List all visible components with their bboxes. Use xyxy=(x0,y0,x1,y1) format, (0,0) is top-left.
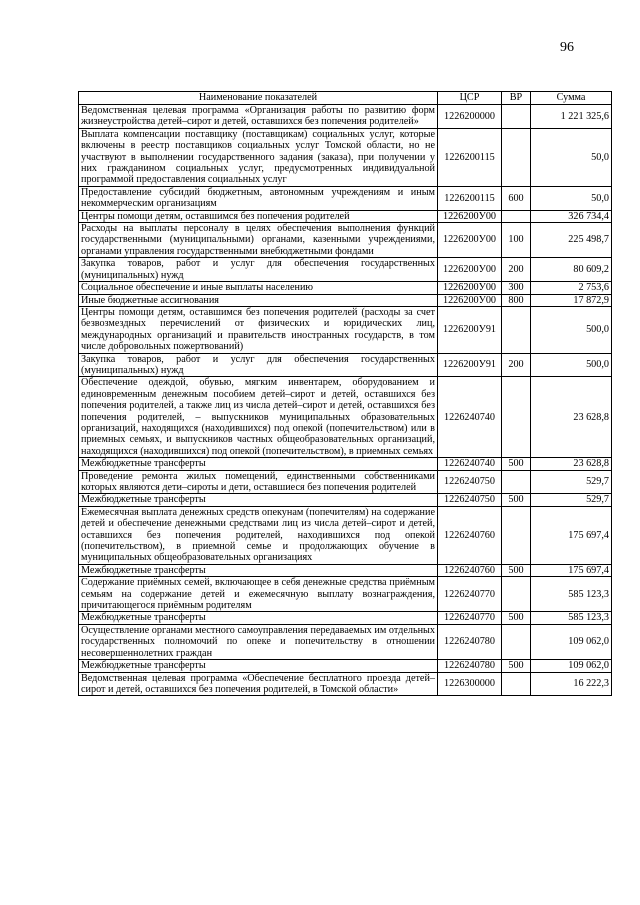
table-header-row xyxy=(79,92,612,105)
cell-name: Центры помощи детям, оставшимся без попечения родителей (расходы за счет безвозмездных перечислений от физических и юридических лиц, международных организаций и правительств иностранных государств, в том числе добровольных пожертвований) xyxy=(79,306,438,353)
cell-sum: 50,0 xyxy=(531,186,612,210)
cell-csr: 1226240770 xyxy=(438,612,502,624)
cell-csr: 1226200У00 xyxy=(438,294,502,306)
table-row xyxy=(79,186,612,210)
table-row xyxy=(79,223,612,258)
cell-name: Ведомственная целевая программа «Организация работы по развитию форм жизнеустройства детей–сирот и детей, оставшихся без попечения родителей» xyxy=(79,105,438,129)
cell-sum: 225 498,7 xyxy=(531,223,612,258)
table-row xyxy=(79,470,612,494)
cell-csr: 1226200115 xyxy=(438,128,502,186)
cell-sum: 585 123,3 xyxy=(531,612,612,624)
cell-sum: 529,7 xyxy=(531,470,612,494)
cell-vr xyxy=(502,672,531,696)
table-row xyxy=(79,660,612,672)
cell-vr xyxy=(502,105,531,129)
cell-sum: 585 123,3 xyxy=(531,577,612,612)
header-sum: Сумма xyxy=(531,92,612,105)
cell-name: Предоставление субсидий бюджетным, автономным учреждениям и иным некоммерческим организациям xyxy=(79,186,438,210)
table-row xyxy=(79,612,612,624)
cell-name: Социальное обеспечение и иные выплаты населению xyxy=(79,282,438,294)
cell-csr: 1226200У00 xyxy=(438,282,502,294)
cell-vr xyxy=(502,577,531,612)
cell-name: Межбюджетные трансферты xyxy=(79,660,438,672)
cell-sum: 529,7 xyxy=(531,494,612,506)
cell-sum: 109 062,0 xyxy=(531,624,612,659)
header-csr: ЦСР xyxy=(438,92,502,105)
cell-csr: 1226200У91 xyxy=(438,306,502,353)
table-row xyxy=(79,258,612,282)
cell-vr: 500 xyxy=(502,564,531,576)
table-row xyxy=(79,577,612,612)
cell-sum: 80 609,2 xyxy=(531,258,612,282)
budget-table xyxy=(78,91,612,696)
cell-name: Обеспечение одеждой, обувью, мягким инвентарем, оборудованием и единовременным денежным пособием детей–сирот и детей, оставшихся без попечения родителей, а также лиц из числа детей–сирот и детей, оставшихся без попечения родителей, – выпускников муниципальных образовательных организаций, находящихся (находившихся) под опекой (попечительством) или в приемных семьях, и выпускников частных общеобразовательных организаций, находящихся (находившихся) под опекой (попечительством), в приемных семьях xyxy=(79,377,438,458)
cell-csr: 1226200У00 xyxy=(438,223,502,258)
cell-csr: 1226200000 xyxy=(438,105,502,129)
cell-vr: 100 xyxy=(502,223,531,258)
cell-csr: 1226240750 xyxy=(438,494,502,506)
table-row xyxy=(79,306,612,353)
cell-sum: 109 062,0 xyxy=(531,660,612,672)
table-row xyxy=(79,128,612,186)
cell-csr: 1226240760 xyxy=(438,506,502,564)
cell-vr: 500 xyxy=(502,458,531,470)
cell-vr xyxy=(502,210,531,222)
cell-sum: 1 221 325,6 xyxy=(531,105,612,129)
cell-sum: 17 872,9 xyxy=(531,294,612,306)
cell-sum: 175 697,4 xyxy=(531,506,612,564)
cell-sum: 326 734,4 xyxy=(531,210,612,222)
cell-name: Проведение ремонта жилых помещений, единственными собственниками которых являются дети–сироты и дети, оставшиеся без попечения родителей xyxy=(79,470,438,494)
table-row xyxy=(79,282,612,294)
cell-name: Межбюджетные трансферты xyxy=(79,612,438,624)
table-row xyxy=(79,353,612,377)
header-vr: ВР xyxy=(502,92,531,105)
table-row xyxy=(79,210,612,222)
cell-name: Межбюджетные трансферты xyxy=(79,564,438,576)
cell-vr: 800 xyxy=(502,294,531,306)
cell-name: Центры помощи детям, оставшимся без попечения родителей xyxy=(79,210,438,222)
cell-csr: 1226240780 xyxy=(438,624,502,659)
page-number: 96 xyxy=(560,40,574,55)
cell-sum: 23 628,8 xyxy=(531,377,612,458)
cell-vr: 500 xyxy=(502,612,531,624)
cell-csr: 1226240740 xyxy=(438,458,502,470)
cell-csr: 1226240750 xyxy=(438,470,502,494)
table-row xyxy=(79,294,612,306)
cell-sum: 2 753,6 xyxy=(531,282,612,294)
cell-csr: 1226200У00 xyxy=(438,258,502,282)
cell-vr: 500 xyxy=(502,494,531,506)
cell-csr: 1226240780 xyxy=(438,660,502,672)
header-name: Наименование показателей xyxy=(79,92,438,105)
cell-csr: 1226300000 xyxy=(438,672,502,696)
cell-name: Содержание приёмных семей, включающее в себя денежные средства приёмным семьям на содержание детей и ежемесячную выплату вознаграждения, причитающегося приёмным родителям xyxy=(79,577,438,612)
table-row xyxy=(79,564,612,576)
table-row xyxy=(79,506,612,564)
table-row xyxy=(79,377,612,458)
cell-vr xyxy=(502,128,531,186)
cell-name: Ведомственная целевая программа «Обеспечение бесплатного проезда детей–сирот и детей, оставшихся без попечения родителей, в Томской области» xyxy=(79,672,438,696)
cell-sum: 50,0 xyxy=(531,128,612,186)
cell-name: Закупка товаров, работ и услуг для обеспечения государственных (муниципальных) нужд xyxy=(79,353,438,377)
cell-vr: 500 xyxy=(502,660,531,672)
cell-name: Выплата компенсации поставщику (поставщикам) социальных услуг, которые включены в реестр поставщиков социальных услуг Томской области, но не участвуют в выполнении государственного задания (заказа), при получении у них гражданином социальных услуг, предусмотренных индивидуальной программой предоставления социальных услуг xyxy=(79,128,438,186)
cell-vr: 200 xyxy=(502,353,531,377)
cell-csr: 1226200У00 xyxy=(438,210,502,222)
cell-sum: 16 222,3 xyxy=(531,672,612,696)
cell-sum: 500,0 xyxy=(531,306,612,353)
cell-vr xyxy=(502,624,531,659)
cell-name: Межбюджетные трансферты xyxy=(79,494,438,506)
cell-vr xyxy=(502,470,531,494)
table-row xyxy=(79,672,612,696)
cell-vr: 600 xyxy=(502,186,531,210)
cell-csr: 1226240770 xyxy=(438,577,502,612)
cell-vr xyxy=(502,306,531,353)
cell-csr: 1226200115 xyxy=(438,186,502,210)
cell-vr xyxy=(502,506,531,564)
table-row xyxy=(79,624,612,659)
cell-vr: 200 xyxy=(502,258,531,282)
cell-name: Осуществление органами местного самоуправления передаваемых им отдельных государственных полномочий по опеке и попечительству в отношении несовершеннолетних граждан xyxy=(79,624,438,659)
table-row xyxy=(79,105,612,129)
cell-vr: 300 xyxy=(502,282,531,294)
cell-sum: 500,0 xyxy=(531,353,612,377)
cell-sum: 23 628,8 xyxy=(531,458,612,470)
table-row xyxy=(79,458,612,470)
cell-vr xyxy=(502,377,531,458)
table-row xyxy=(79,494,612,506)
cell-name: Межбюджетные трансферты xyxy=(79,458,438,470)
table-body xyxy=(79,105,612,696)
cell-csr: 1226200У91 xyxy=(438,353,502,377)
cell-name: Ежемесячная выплата денежных средств опекунам (попечителям) на содержание детей и обеспечение денежными средствами лиц из числа детей–сирот и детей, оставшихся без попечения родителей, находившихся под опекой (попечительством), в приемной семье и продолжающих обучение в муниципальных общеобразовательных организациях xyxy=(79,506,438,564)
cell-csr: 1226240760 xyxy=(438,564,502,576)
cell-name: Иные бюджетные ассигнования xyxy=(79,294,438,306)
cell-sum: 175 697,4 xyxy=(531,564,612,576)
cell-name: Расходы на выплаты персоналу в целях обеспечения выполнения функций государственными (муниципальными) органами, казенными учреждениями, органами управления государственными внебюджетными фондами xyxy=(79,223,438,258)
cell-csr: 1226240740 xyxy=(438,377,502,458)
cell-name: Закупка товаров, работ и услуг для обеспечения государственных (муниципальных) нужд xyxy=(79,258,438,282)
